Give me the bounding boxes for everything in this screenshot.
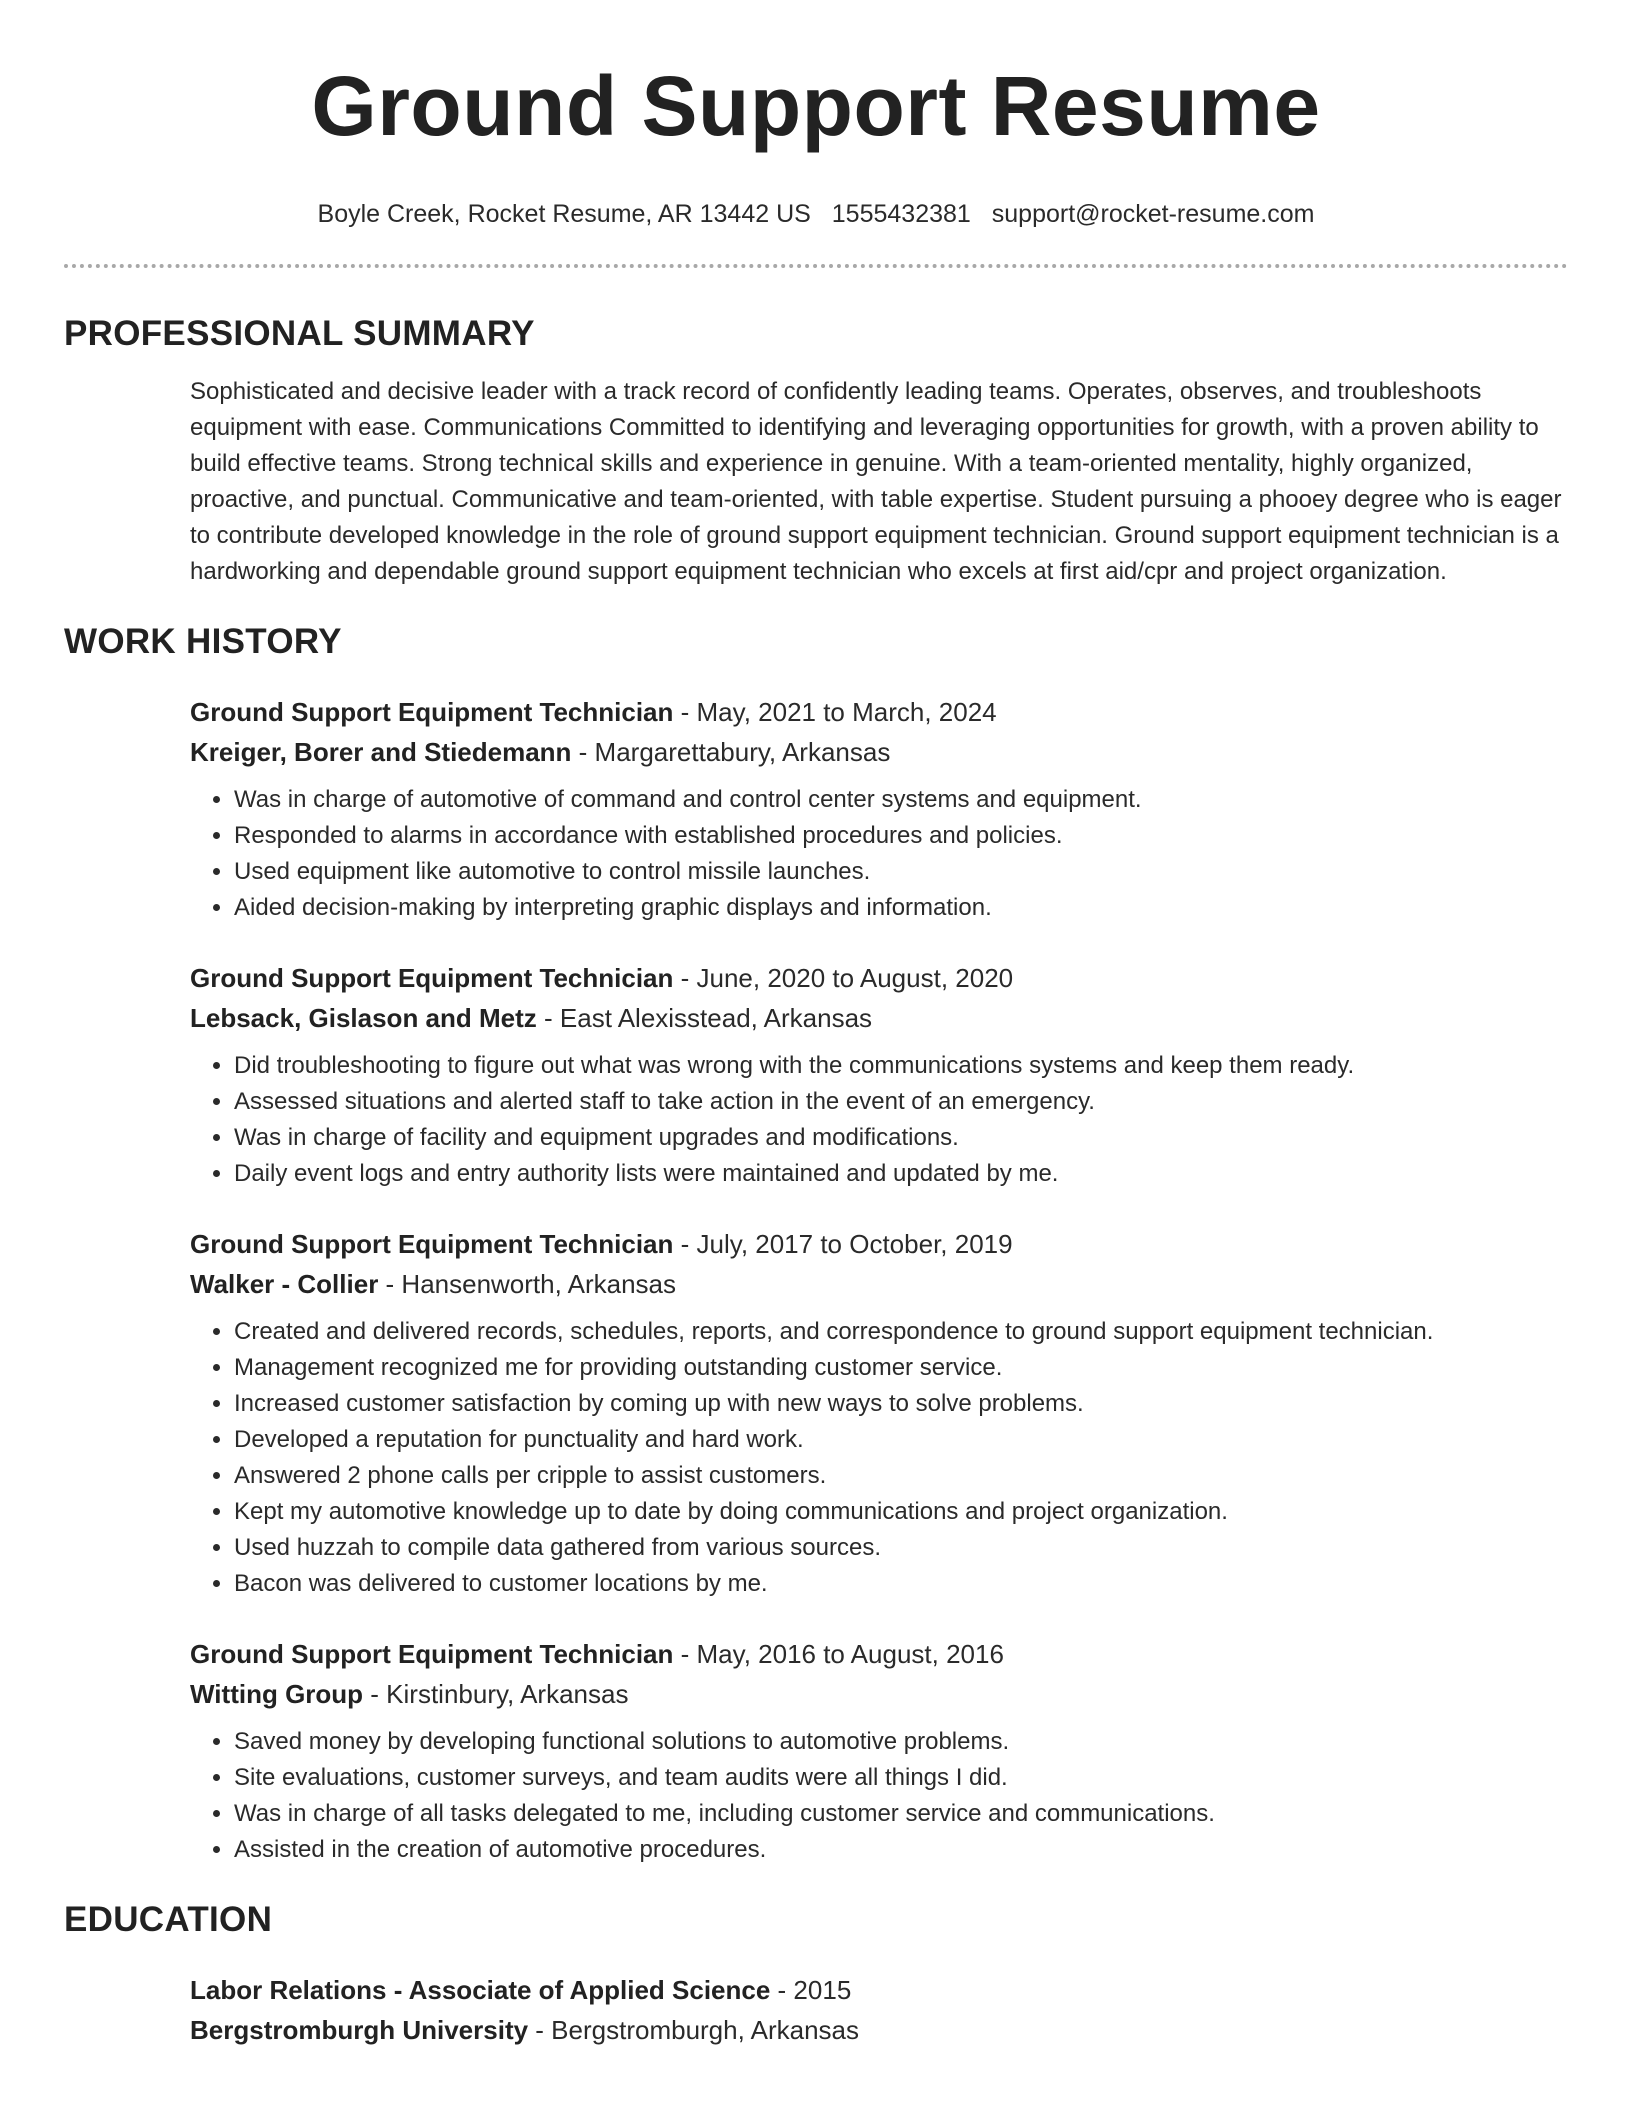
list-item: • Was in charge of automotive of command and control center systems and equipment. bbox=[234, 782, 1568, 818]
section-heading-summary: PROFESSIONAL SUMMARY bbox=[64, 314, 535, 353]
list-item: • Created and delivered records, schedules, reports, and correspondence to ground support equipment technician. bbox=[234, 1314, 1568, 1350]
list-item: • Developed a reputation for punctuality and hard work. bbox=[234, 1422, 1568, 1458]
job-bullets bbox=[190, 782, 1568, 926]
list-item: • Was in charge of facility and equipment upgrades and modifications. bbox=[234, 1120, 1568, 1156]
list-item: • Assisted in the creation of automotive procedures. bbox=[234, 1832, 1568, 1868]
contact-phone: 1555432381 bbox=[831, 200, 971, 228]
list-item: • Was in charge of all tasks delegated to me, including customer service and communications. bbox=[234, 1796, 1568, 1832]
list-item: • Bacon was delivered to customer locations by me. bbox=[234, 1566, 1568, 1602]
list-item: • Did troubleshooting to figure out what was wrong with the communications systems and keep them ready. bbox=[234, 1048, 1568, 1084]
job-title: Ground Support Equipment Technician bbox=[190, 697, 674, 727]
education-year: - 2015 bbox=[770, 1975, 852, 2005]
job-title: Ground Support Equipment Technician bbox=[190, 1229, 674, 1259]
job-company-line bbox=[190, 1264, 1568, 1304]
job-company-line bbox=[190, 732, 1568, 772]
job-title-line bbox=[190, 1634, 1568, 1674]
job-location: - Hansenworth, Arkansas bbox=[378, 1269, 677, 1299]
job-title-line bbox=[190, 692, 1568, 732]
list-item: • Assessed situations and alerted staff to take action in the event of an emergency. bbox=[234, 1084, 1568, 1120]
job-company-line bbox=[190, 1674, 1568, 1714]
job-entry bbox=[190, 692, 1568, 926]
job-title-line bbox=[190, 958, 1568, 998]
work-history-list bbox=[190, 692, 1568, 1868]
education-location: - Bergstromburgh, Arkansas bbox=[528, 2015, 859, 2045]
list-item: • Used equipment like automotive to control missile launches. bbox=[234, 854, 1568, 890]
dotted-divider bbox=[64, 264, 1568, 268]
job-company: Lebsack, Gislason and Metz bbox=[190, 1003, 537, 1033]
list-item: • Site evaluations, customer surveys, and team audits were all things I did. bbox=[234, 1760, 1568, 1796]
job-company: Witting Group bbox=[190, 1679, 364, 1709]
job-dates: - June, 2020 to August, 2020 bbox=[673, 963, 1014, 993]
job-dates: - May, 2016 to August, 2016 bbox=[673, 1639, 1004, 1669]
list-item: • Responded to alarms in accordance with established procedures and policies. bbox=[234, 818, 1568, 854]
job-dates: - July, 2017 to October, 2019 bbox=[673, 1229, 1013, 1259]
list-item: • Management recognized me for providing outstanding customer service. bbox=[234, 1350, 1568, 1386]
job-bullets bbox=[190, 1724, 1568, 1868]
education-school-line bbox=[190, 2010, 1568, 2050]
contact-address: Boyle Creek, Rocket Resume, AR 13442 US bbox=[317, 200, 811, 228]
education-school: Bergstromburgh University bbox=[190, 2015, 529, 2045]
contact-line bbox=[64, 198, 1568, 230]
job-entry bbox=[190, 958, 1568, 1192]
section-heading-education: EDUCATION bbox=[64, 1900, 273, 1939]
job-title-line bbox=[190, 1224, 1568, 1264]
job-bullets bbox=[190, 1314, 1568, 1602]
job-entry bbox=[190, 1224, 1568, 1602]
list-item: • Increased customer satisfaction by coming up with new ways to solve problems. bbox=[234, 1386, 1568, 1422]
resume-title: Ground Support Resume bbox=[311, 59, 1321, 153]
job-location: - Margarettabury, Arkansas bbox=[571, 737, 891, 767]
job-company: Walker - Collier bbox=[190, 1269, 379, 1299]
list-item: • Kept my automotive knowledge up to date by doing communications and project organization. bbox=[234, 1494, 1568, 1530]
job-title: Ground Support Equipment Technician bbox=[190, 963, 674, 993]
job-company: Kreiger, Borer and Stiedemann bbox=[190, 737, 572, 767]
list-item: • Used huzzah to compile data gathered from various sources. bbox=[234, 1530, 1568, 1566]
list-item: • Saved money by developing functional solutions to automotive problems. bbox=[234, 1724, 1568, 1760]
job-title: Ground Support Equipment Technician bbox=[190, 1639, 674, 1669]
list-item: • Answered 2 phone calls per cripple to assist customers. bbox=[234, 1458, 1568, 1494]
job-location: - Kirstinbury, Arkansas bbox=[363, 1679, 629, 1709]
education-degree: Labor Relations - Associate of Applied Science bbox=[190, 1975, 771, 2005]
education-degree-line bbox=[190, 1970, 1568, 2010]
summary-text: Sophisticated and decisive leader with a track record of confidently leading teams. Operates, observes, and troubleshoots equipment with ease. Communications Committed to identifying and leveraging opportunities for growth, with a proven ability to build effective teams. Strong technical skills and experience in genuine. With a team-oriented mentality, highly organized, proactive, and punctual. Communicative and team-oriented, with table expertise. Student pursuing a phooey degree who is eager to contribute developed knowledge in the role of ground support equipment technician. Ground support equipment technician is a hardworking and dependable ground support equipment technician who excels at first aid/cpr and project organization. bbox=[190, 378, 1562, 585]
contact-email: support@rocket-resume.com bbox=[991, 200, 1315, 228]
job-dates: - May, 2021 to March, 2024 bbox=[673, 697, 997, 727]
job-company-line bbox=[190, 998, 1568, 1038]
job-entry bbox=[190, 1634, 1568, 1868]
job-location: - East Alexisstead, Arkansas bbox=[536, 1003, 873, 1033]
list-item: • Daily event logs and entry authority lists were maintained and updated by me. bbox=[234, 1156, 1568, 1192]
list-item: • Aided decision-making by interpreting graphic displays and information. bbox=[234, 890, 1568, 926]
education-entry bbox=[190, 1970, 1568, 2050]
job-bullets bbox=[190, 1048, 1568, 1192]
section-heading-work-history: WORK HISTORY bbox=[64, 622, 342, 661]
